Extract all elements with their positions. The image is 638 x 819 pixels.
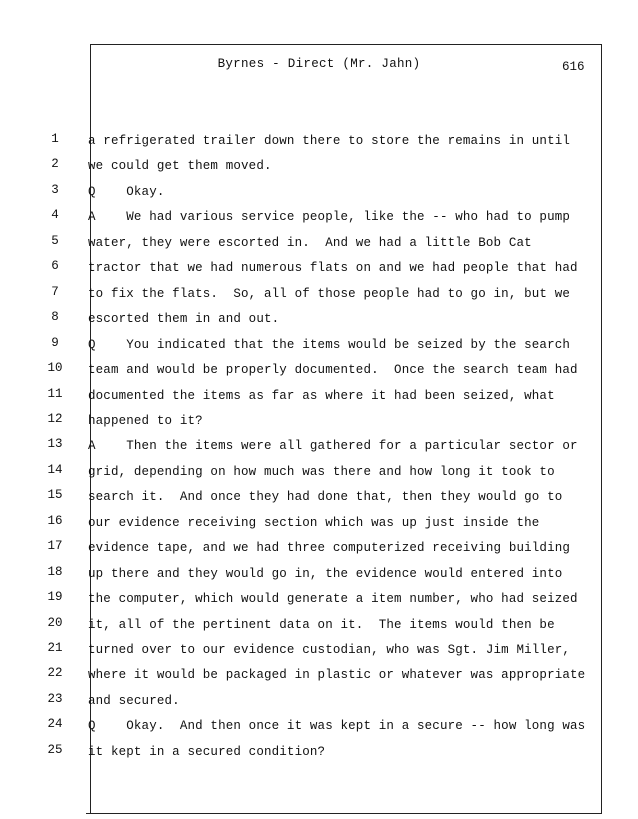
line-number: 17 [47, 539, 63, 553]
line-number: 20 [47, 616, 63, 630]
line-number: 8 [51, 310, 59, 324]
line-number: 4 [51, 208, 59, 222]
transcript-line: to fix the flats. So, all of those people had to go in, but we [88, 287, 571, 301]
transcript-line: A We had various service people, like the -- who had to pump [88, 210, 571, 224]
transcript-line: escorted them in and out. [88, 312, 280, 326]
line-number: 23 [47, 692, 63, 706]
line-number: 15 [47, 488, 63, 502]
line-number: 2 [51, 157, 59, 171]
transcript-line: our evidence receiving section which was up just inside the [88, 516, 540, 530]
line-number: 18 [47, 565, 63, 579]
page-border-bottom [86, 813, 602, 814]
transcript-line: grid, depending on how much was there and how long it took to [88, 465, 555, 479]
transcript-line: A Then the items were all gathered for a particular sector or [88, 439, 578, 453]
transcript-line: happened to it? [88, 414, 203, 428]
transcript-line: where it would be packaged in plastic or whatever was appropriate [88, 668, 586, 682]
line-number: 14 [47, 463, 63, 477]
line-number: 16 [47, 514, 63, 528]
line-number: 22 [47, 666, 63, 680]
line-number: 21 [47, 641, 63, 655]
line-number: 5 [51, 234, 59, 248]
line-number: 1 [51, 132, 59, 146]
page-border-top [90, 44, 602, 45]
transcript-line: turned over to our evidence custodian, who was Sgt. Jim Miller, [88, 643, 571, 657]
transcript-line: we could get them moved. [88, 159, 272, 173]
line-number: 11 [47, 387, 63, 401]
page-border-right [601, 44, 602, 814]
line-number: 10 [47, 361, 63, 375]
transcript-line: Q You indicated that the items would be seized by the search [88, 338, 571, 352]
line-number: 19 [47, 590, 63, 604]
line-number: 6 [51, 259, 59, 273]
line-number: 12 [47, 412, 63, 426]
transcript-line: it kept in a secured condition? [88, 745, 326, 759]
line-number: 7 [51, 285, 59, 299]
line-number: 25 [47, 743, 63, 757]
transcript-line: documented the items as far as where it had been seized, what [88, 389, 555, 403]
transcript-line: tractor that we had numerous flats on and we had people that had [88, 261, 578, 275]
line-number: 13 [47, 437, 63, 451]
line-number: 24 [47, 717, 63, 731]
transcript-line: team and would be properly documented. Once the search team had [88, 363, 578, 377]
transcript-line: the computer, which would generate a item number, who had seized [88, 592, 578, 606]
page-header-title: Byrnes - Direct (Mr. Jahn) [217, 57, 421, 71]
transcript-line: Q Okay. [88, 185, 165, 199]
transcript-line: it, all of the pertinent data on it. The items would then be [88, 618, 555, 632]
line-number: 3 [51, 183, 59, 197]
transcript-line: evidence tape, and we had three computerized receiving building [88, 541, 571, 555]
page-number: 616 [562, 60, 585, 74]
transcript-line: search it. And once they had done that, then they would go to [88, 490, 563, 504]
line-number: 9 [51, 336, 59, 350]
transcript-line: and secured. [88, 694, 180, 708]
transcript-line: up there and they would go in, the evidence would entered into [88, 567, 563, 581]
transcript-line: Q Okay. And then once it was kept in a secure -- how long was [88, 719, 586, 733]
transcript-line: water, they were escorted in. And we had a little Bob Cat [88, 236, 532, 250]
transcript-line: a refrigerated trailer down there to store the remains in until [88, 134, 571, 148]
